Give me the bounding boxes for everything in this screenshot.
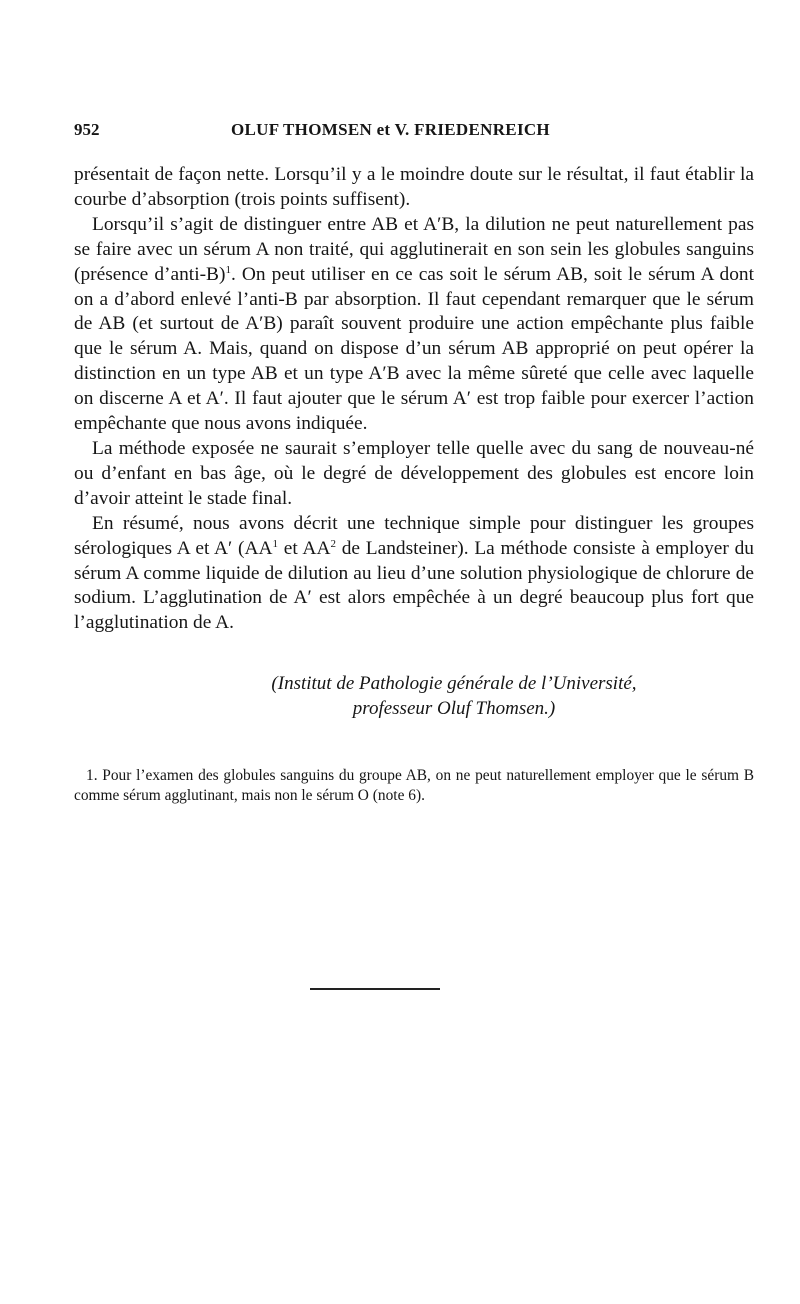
affiliation-line-1: (Institut de Pathologie générale de l’Université,	[271, 673, 637, 695]
footnote-reference: 1	[225, 263, 231, 276]
footnote	[74, 766, 754, 806]
page-number: 952	[74, 120, 100, 139]
body-text	[74, 163, 754, 636]
footnote-text: 1. Pour l’examen des globules sanguins du groupe AB, on ne peut naturellement employer que le sérum B comme sérum agglutinant, mais non le sérum O (note 6).	[74, 767, 754, 805]
paragraph-4-text-c: de Landsteiner). La méthode consiste à employer du sérum A comme liquide de dilution au lieu d’une solution physiologique de chlorure de sodium. L’agglutination de A′ est alors empêchée à un degré beaucoup plus fort que l’agglutination de A.	[74, 537, 754, 634]
paragraph-4-text-b: et AA	[278, 537, 331, 559]
superscript-aa2: 2	[330, 537, 336, 550]
paragraph-2-text-b: . On peut utiliser en ce cas soit le sérum AB, soit le sérum A dont on a d’abord enlevé l’anti-B par absorption. Il faut cependant remarquer que le sérum de AB (et surtout de A′B) paraît souvent produire une action empêchante plus faible que le sérum A. Mais, quand on dispose d’un sérum AB approprié on peut opérer la distinction en un type AB et un type A′B avec la même sûreté que celle avec laquelle on discerne A et A′. Il faut ajouter que le sérum A′ est trop faible pour exercer l’action empêchante que nous avons indiquée.	[74, 263, 754, 435]
paragraph-2	[74, 213, 754, 437]
paragraph-4-text-a: En résumé, nous avons décrit une technique simple pour distinguer les groupes sérologiques A et A′ (AA	[74, 512, 754, 559]
paragraph-1: présentait de façon nette. Lorsqu’il y a le moindre doute sur le résultat, il faut établir la courbe d’absorption (trois points suffisent).	[74, 164, 754, 210]
paragraph-4	[74, 512, 754, 637]
paragraph-3: La méthode exposée ne saurait s’employer telle quelle avec du sang de nouveau-né ou d’enfant en bas âge, où le degré de développement des globules est encore loin d’avoir atteint le stade final.	[74, 437, 754, 509]
end-rule	[310, 988, 440, 990]
superscript-aa1: 1	[272, 537, 279, 550]
page	[74, 116, 754, 806]
affiliation-line-2: professeur Oluf Thomsen.)	[352, 698, 556, 720]
paragraph-2-text-a: Lorsqu’il s’agit de distinguer entre AB et A′B, la dilution ne peut naturellement pas se faire avec un sérum A non traité, qui agglutinerait en son sein les globules sanguins (présence d’anti-B)	[74, 213, 754, 285]
running-head	[74, 116, 754, 144]
running-title: OLUF THOMSEN et V. FRIEDENREICH	[231, 120, 550, 139]
affiliation	[74, 671, 754, 721]
